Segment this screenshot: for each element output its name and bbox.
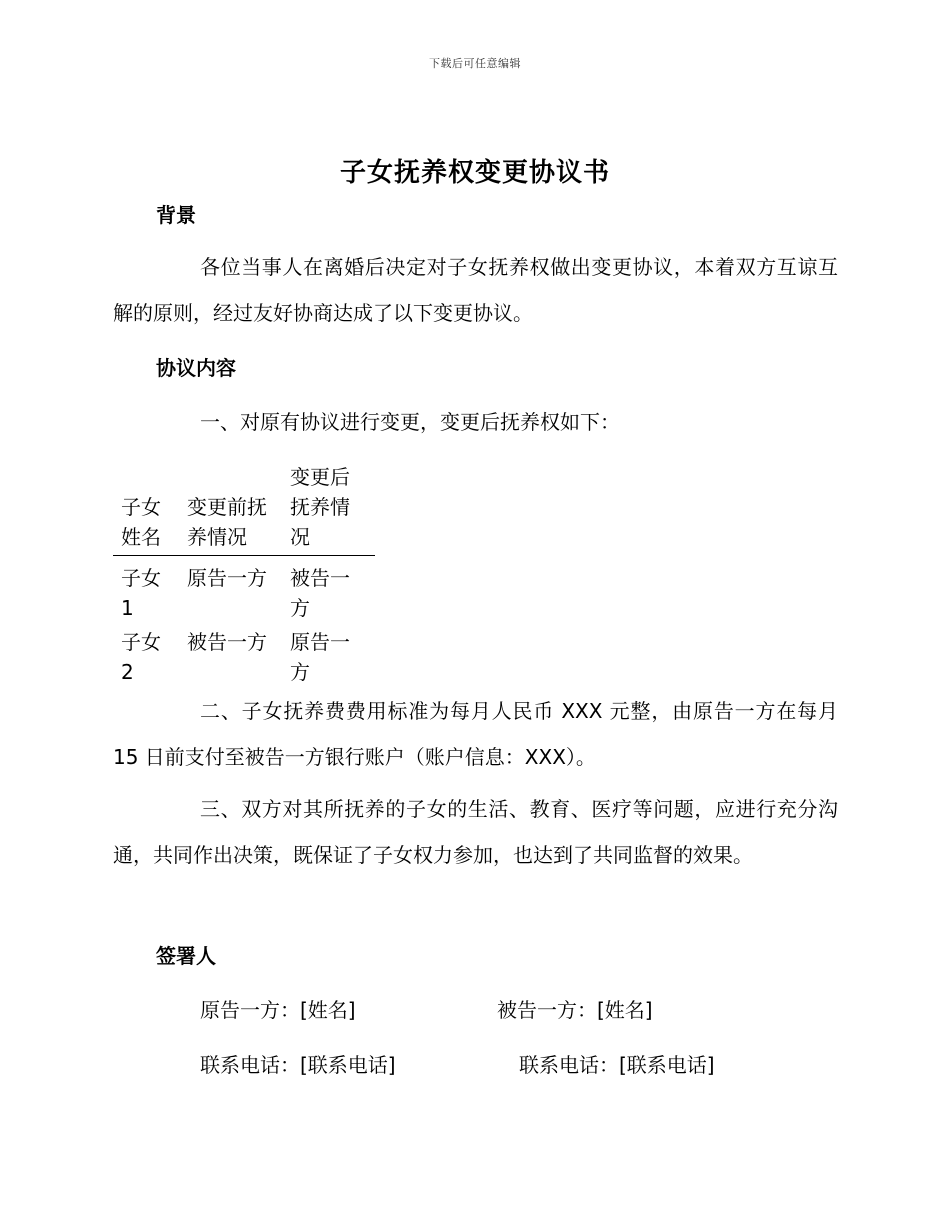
plaintiff-name: 原告一方：[姓名] bbox=[200, 998, 356, 1022]
background-paragraph: 各位当事人在离婚后决定对子女抚养权做出变更协议，本着双方互谅互解的原则，经过友好协商达成了以下变更协议。 bbox=[113, 255, 838, 325]
plaintiff-phone: 联系电话：[联系电话] bbox=[200, 1053, 396, 1077]
signatories-heading: 签署人 bbox=[156, 944, 216, 968]
table-cell: 原告一方 bbox=[187, 566, 267, 590]
table-row bbox=[113, 625, 375, 689]
table-cell: 被告一方 bbox=[187, 630, 267, 654]
table-cell: 原告一方 bbox=[290, 630, 350, 684]
page-header-note: 下载后可任意编辑 bbox=[429, 57, 521, 70]
background-heading: 背景 bbox=[156, 203, 196, 227]
agreement-item-2: 二、子女抚养费费用标准为每月人民币 XXX 元整，由原告一方在每月 15 日前支付至被告一方银行账户（账户信息：XXX）。 bbox=[113, 699, 838, 769]
document-title: 子女抚养权变更协议书 bbox=[339, 158, 610, 188]
table-header-cell: 变更后抚养情况 bbox=[282, 460, 375, 556]
table-header-cell: 变更前抚养情况 bbox=[179, 460, 282, 556]
table-cell: 子女2 bbox=[121, 630, 161, 684]
table-row bbox=[113, 556, 375, 626]
table-header-row bbox=[113, 460, 375, 556]
defendant-phone: 联系电话：[联系电话] bbox=[519, 1053, 715, 1077]
defendant-name: 被告一方：[姓名] bbox=[497, 998, 653, 1022]
table-cell: 被告一方 bbox=[290, 566, 350, 620]
agreement-heading: 协议内容 bbox=[156, 356, 236, 380]
table-cell: 子女1 bbox=[121, 566, 161, 620]
custody-table bbox=[113, 460, 375, 689]
agreement-item-3: 三、双方对其所抚养的子女的生活、教育、医疗等问题，应进行充分沟通，共同作出决策，既保证了子女权力参加，也达到了共同监督的效果。 bbox=[113, 797, 838, 867]
agreement-item-1: 一、对原有协议进行变更，变更后抚养权如下： bbox=[200, 410, 620, 434]
table-header-cell: 子女姓名 bbox=[113, 460, 179, 556]
